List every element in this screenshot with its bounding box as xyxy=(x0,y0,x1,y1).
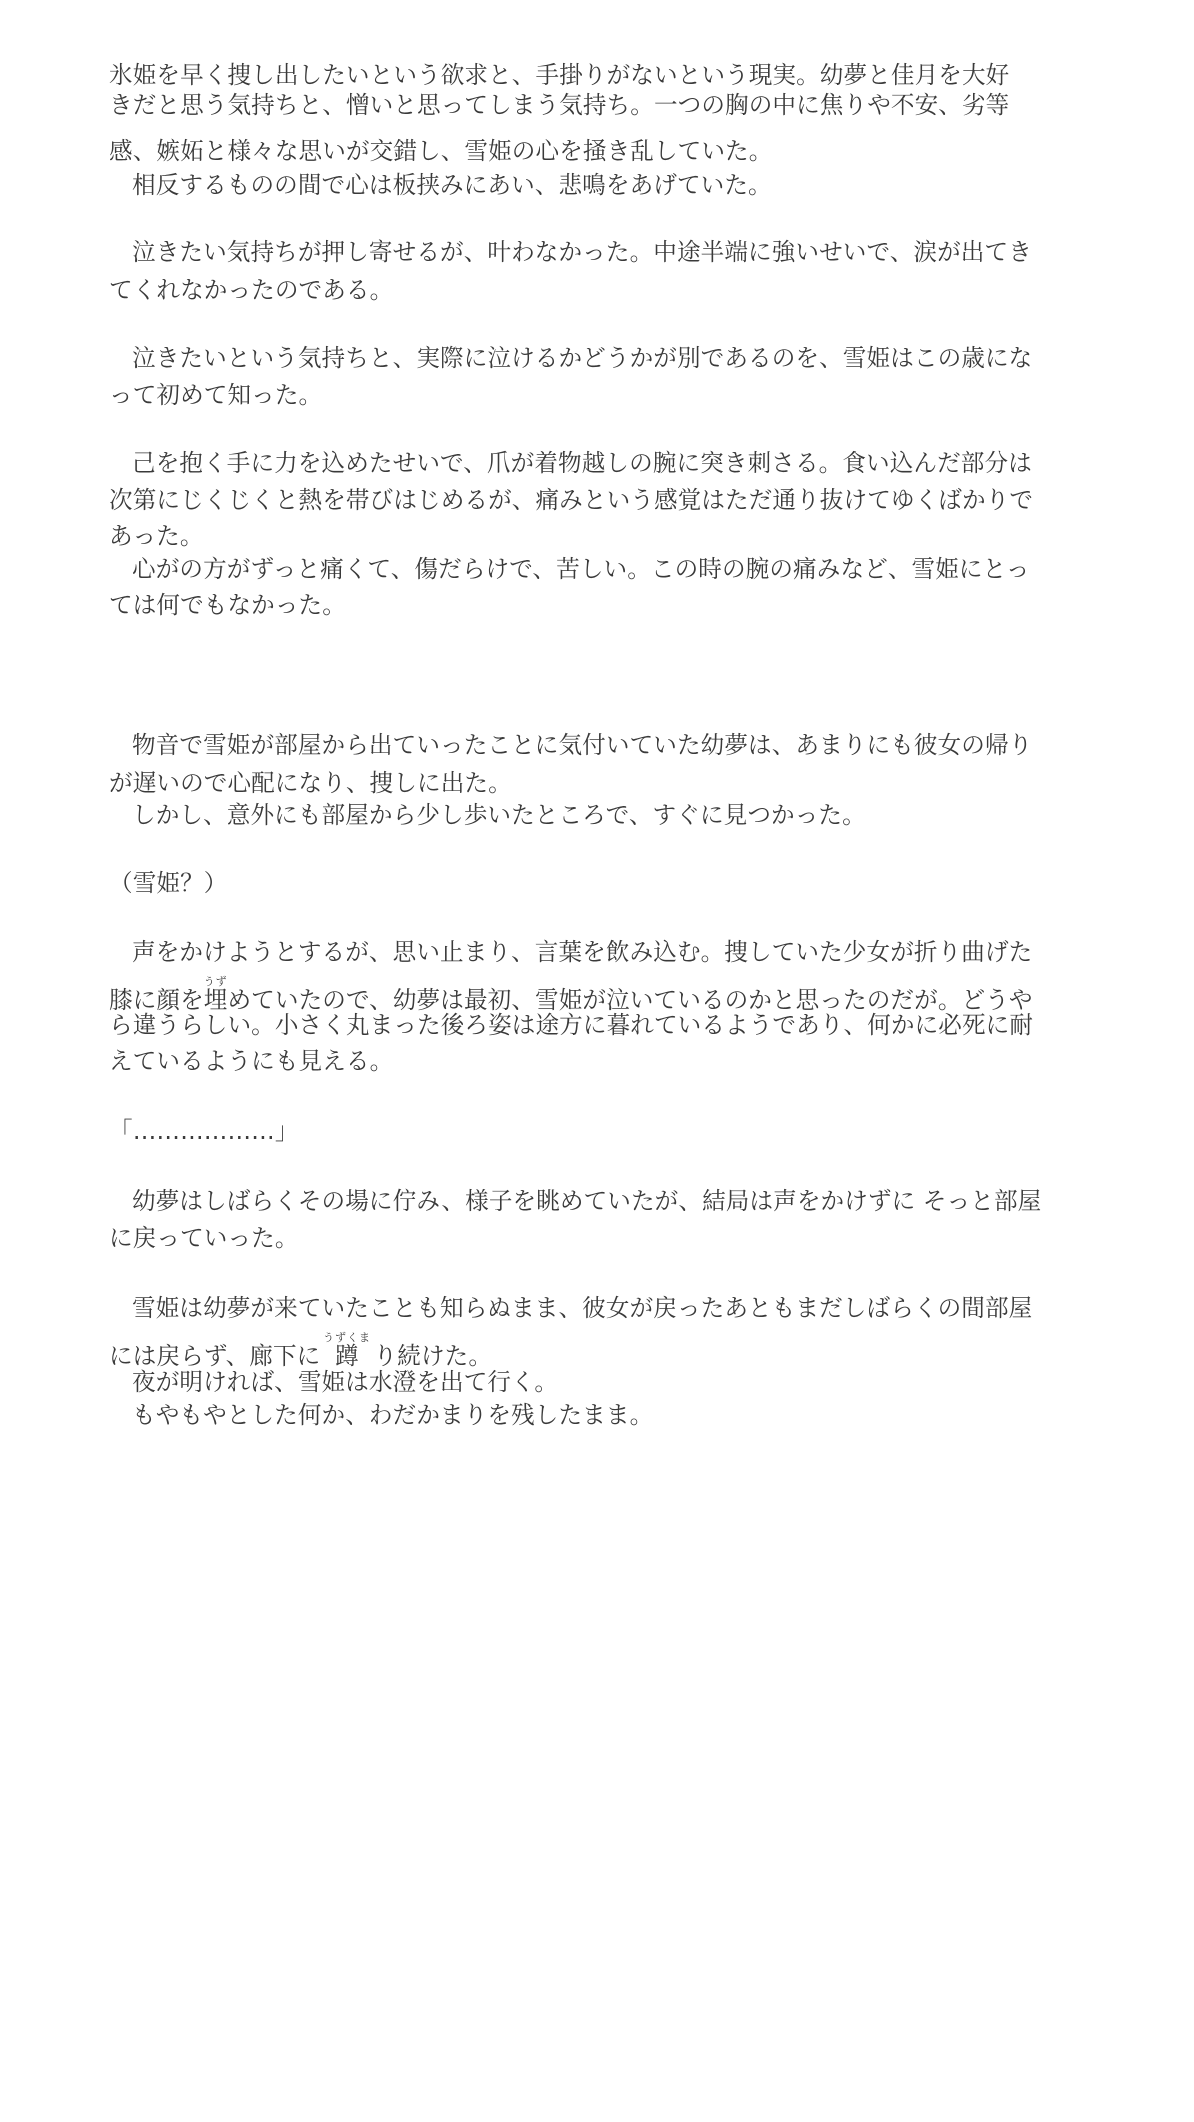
text-line xyxy=(132,937,1032,967)
line-text: 雪姫は幼夢が来ていたことも知らぬまま、彼女が戻ったあともまだしばらくの間部屋 xyxy=(132,1294,1033,1322)
line-text: が遅いので心配になり、捜しに出た。 xyxy=(109,769,512,797)
line-text: 幼夢はしばらくその場に佇み、様子を眺めていたが、結局は声をかけずに そっと部屋 xyxy=(132,1187,1042,1215)
ruby-word xyxy=(322,1331,371,1370)
text-line xyxy=(132,800,866,830)
ruby-base: 蹲 xyxy=(322,1342,371,1370)
text-line xyxy=(132,1367,558,1397)
line-text: 氷姫を早く捜し出したいという欲求と、手掛りがないという現実。幼夢と佳月を大好 xyxy=(109,61,1010,89)
ruby-reading: うず xyxy=(203,975,228,988)
line-text: ては何でもなかった。 xyxy=(109,591,346,619)
text-line xyxy=(109,380,322,410)
line-text: って初めて知った。 xyxy=(109,381,323,409)
line-text: 己を抱く手に力を込めたせいで、爪が着物越しの腕に突き刺さる。食い込んだ部分は xyxy=(132,449,1032,477)
text-line xyxy=(132,1186,1041,1216)
line-text: 泣きたい気持ちが押し寄せるが、叶わなかった。中途半端に強いせいで、涙が出てき xyxy=(132,238,1032,266)
line-text: には戻らず、廊下に xyxy=(109,1342,328,1370)
line-text: 声をかけようとするが、思い止まり、言葉を飲み込む。捜していた少女が折り曲げた xyxy=(132,938,1033,966)
line-text: てくれなかったのである。 xyxy=(109,276,394,304)
text-line xyxy=(109,485,1033,515)
line-text: 相反するものの間で心は板挟みにあい、悲鳴をあげていた。 xyxy=(132,171,772,199)
text-line xyxy=(132,343,1032,373)
text-line xyxy=(132,448,1032,478)
text-line xyxy=(109,868,227,898)
text-line xyxy=(109,768,512,798)
ruby-reading: うずくま xyxy=(322,1331,371,1344)
text-line xyxy=(109,275,393,305)
text-line xyxy=(109,90,1009,120)
text-line xyxy=(109,1010,1033,1040)
line-text: 泣きたいという気持ちと、実際に泣けるかどうかが別であるのを、雪姫はこの歳にな xyxy=(132,344,1033,372)
line-text: 夜が明ければ、雪姫は水澄を出て行く。 xyxy=(132,1368,559,1396)
line-text: 次第にじくじくと熱を帯びはじめるが、痛みという感覚はただ通り抜けてゆくばかりで xyxy=(109,486,1034,514)
text-line xyxy=(109,1046,393,1076)
text-line xyxy=(132,1400,653,1430)
text-line xyxy=(132,730,1032,760)
line-text: 物音で雪姫が部屋から出ていったことに気付いていた幼夢は、あまりにも彼女の帰り xyxy=(132,731,1033,759)
line-text: 膝に顔を xyxy=(109,986,204,1014)
text-line xyxy=(132,1293,1032,1323)
line-text: （雪姫？） xyxy=(109,869,228,897)
line-text: しかし、意外にも部屋から少し歩いたところで、すぐに見つかった。 xyxy=(132,801,866,829)
text-line xyxy=(109,521,204,551)
text-line xyxy=(109,1223,299,1253)
line-text: 「………………」 xyxy=(109,1117,299,1145)
line-text: めていたので、幼夢は最初、雪姫が泣いているのかと思ったのだが。どうや xyxy=(227,986,1033,1014)
ruby-base: 埋 xyxy=(203,986,228,1014)
text-line xyxy=(109,975,1033,1015)
text-line xyxy=(109,1116,299,1146)
line-text: 心がの方がずっと痛くて、傷だらけで、苦しい。この時の腕の痛みなど、雪姫にとっ xyxy=(132,555,1030,583)
text-line xyxy=(132,170,772,200)
text-line xyxy=(109,60,1009,90)
text-line xyxy=(109,1331,492,1371)
line-text: もやもやとした何か、わだかまりを残したまま。 xyxy=(132,1401,654,1429)
text-line xyxy=(132,237,1032,267)
line-text: に戻っていった。 xyxy=(109,1224,299,1252)
line-text: 感、嫉妬と様々な思いが交錯し、雪姫の心を掻き乱していた。 xyxy=(109,137,773,165)
line-text: ら違うらしい。小さく丸まった後ろ姿は途方に暮れているようであり、何かに必死に耐 xyxy=(109,1011,1034,1039)
text-line xyxy=(132,554,1030,584)
text-line xyxy=(109,590,346,620)
line-text: きだと思う気持ちと、憎いと思ってしまう気持ち。一つの胸の中に焦りや不安、劣等 xyxy=(109,91,1010,119)
line-text: えているようにも見える。 xyxy=(109,1047,394,1075)
line-text: り続けた。 xyxy=(365,1342,493,1370)
line-text: あった。 xyxy=(109,522,204,550)
text-line xyxy=(109,136,772,166)
